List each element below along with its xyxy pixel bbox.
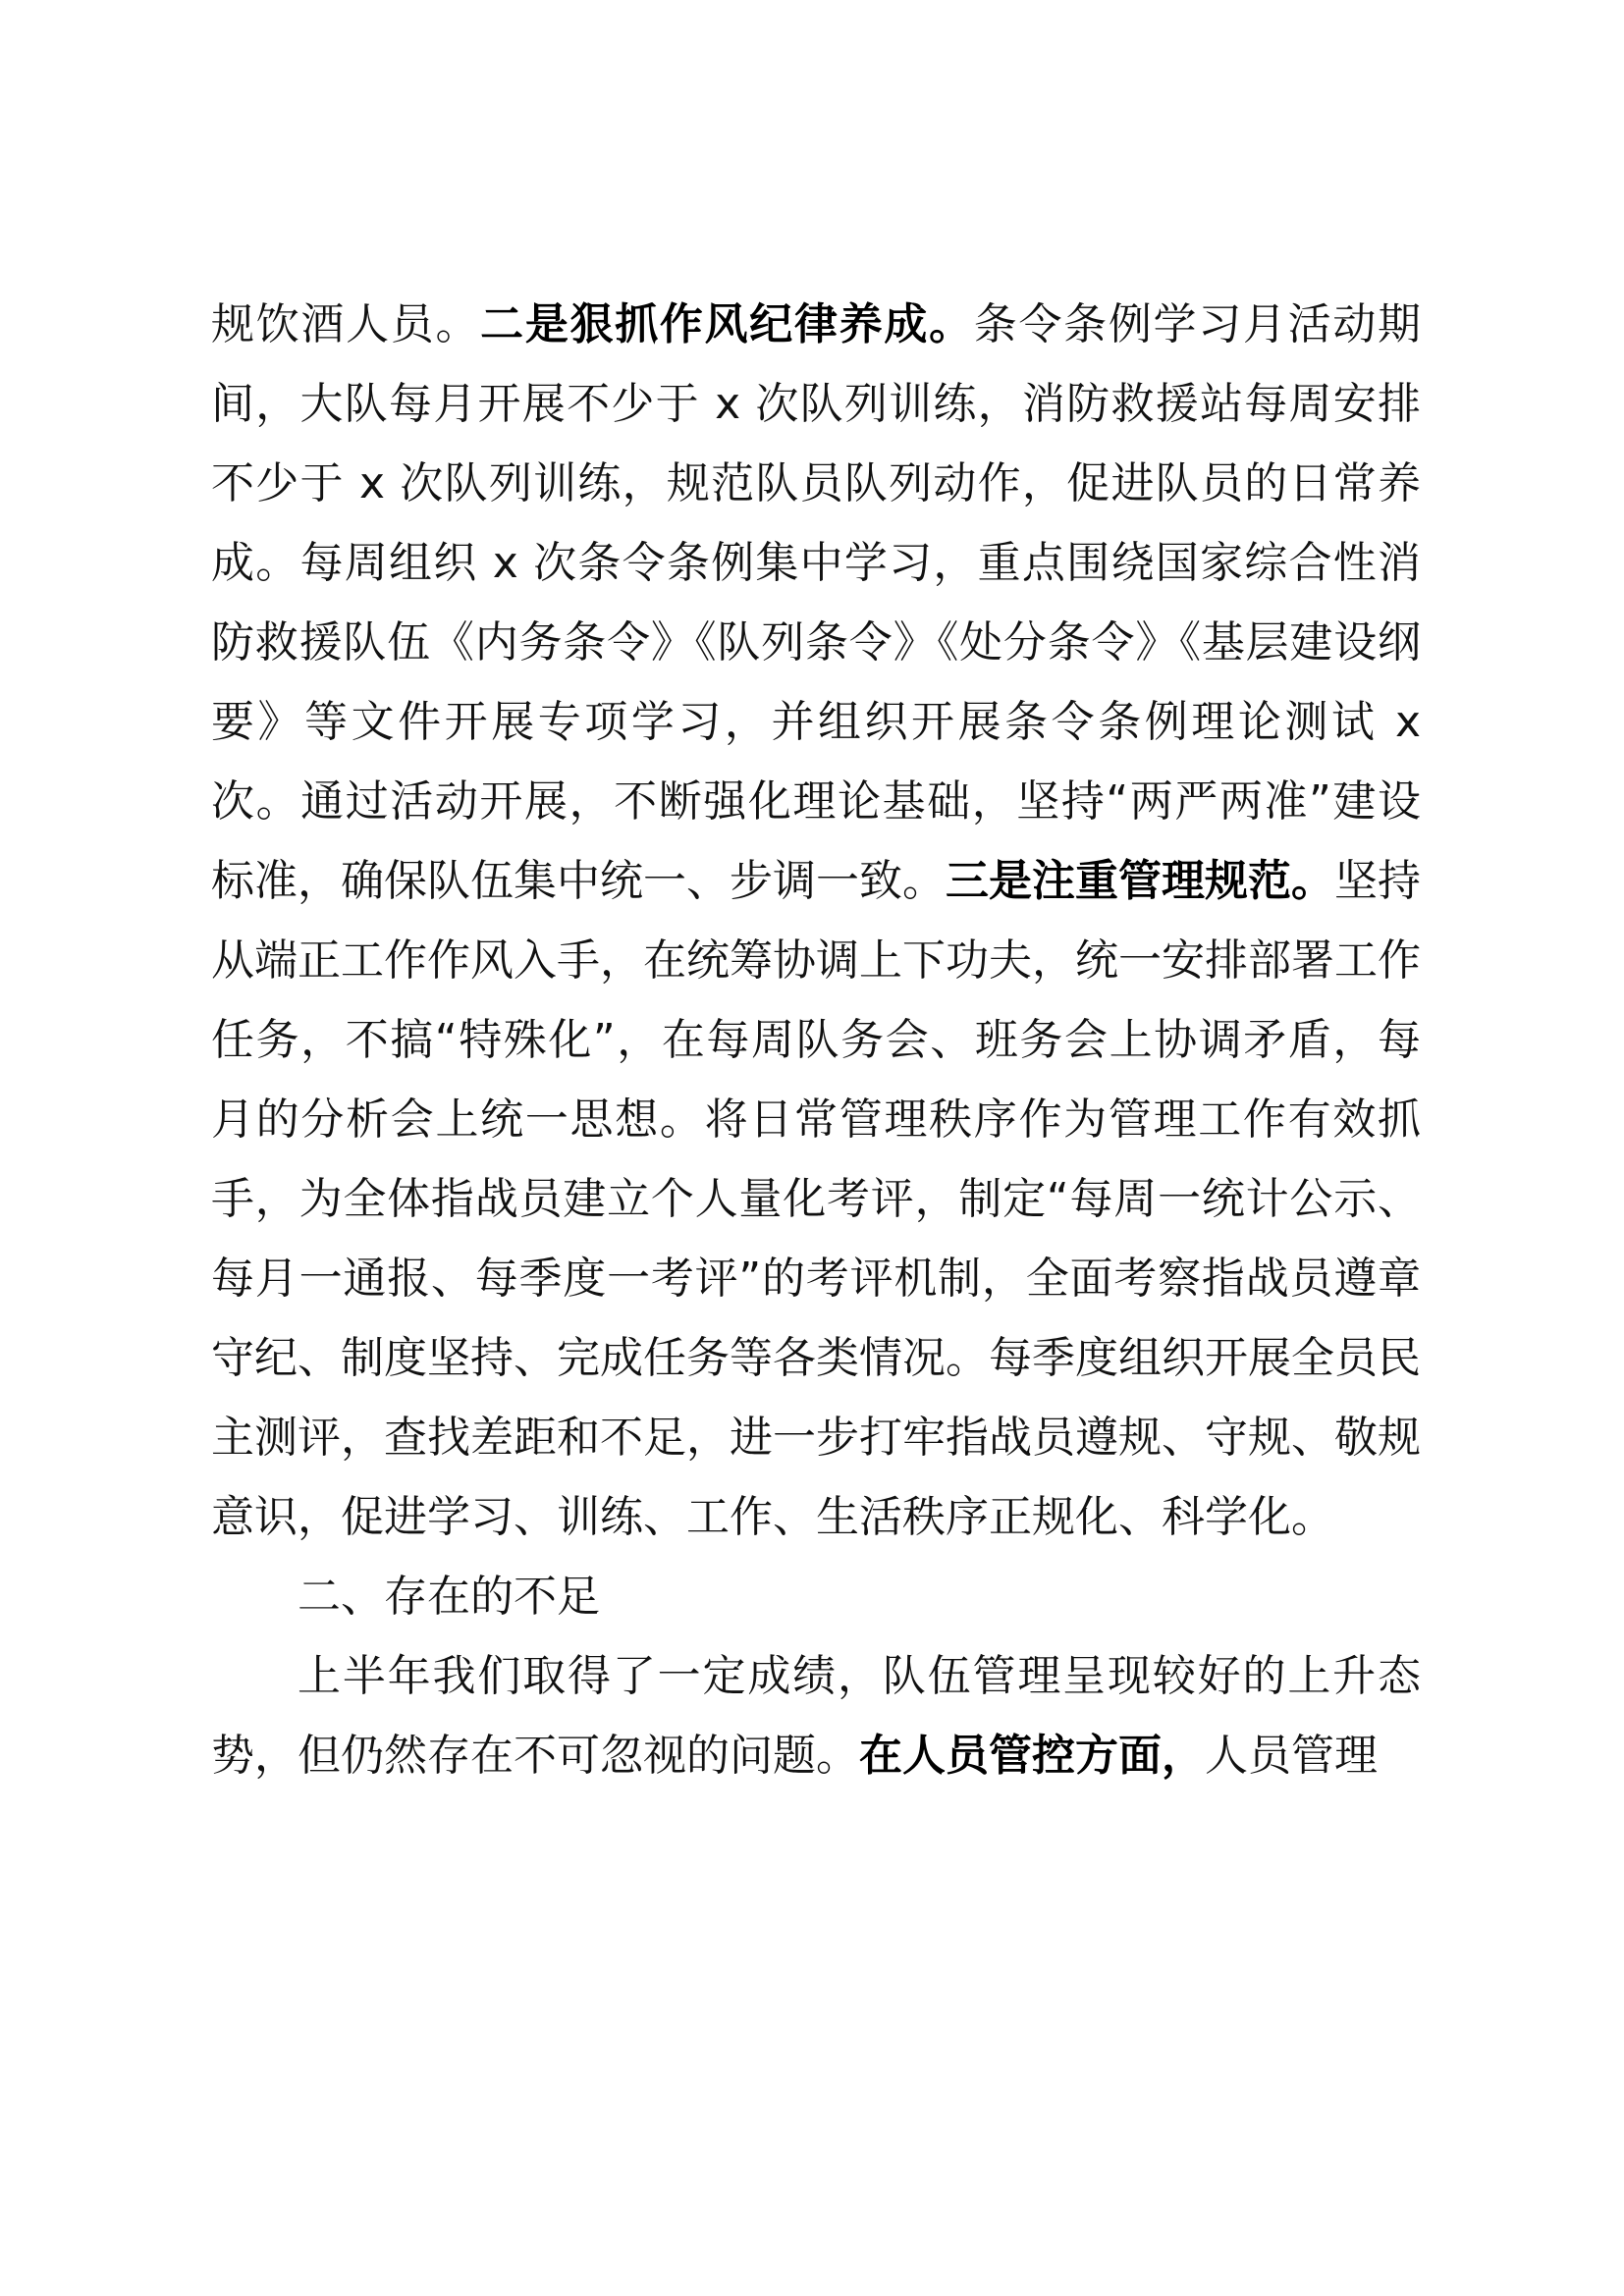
text-run: 规饮酒人员。	[211, 299, 481, 349]
section-heading	[211, 1557, 1421, 1636]
bold-subheading-2: 二是狠抓作风纪律养成。	[480, 299, 974, 349]
text-run: 上半年我们取得了一定成绩，队伍管理呈现较好的上升态势，但仍然存在不可忽视的问题。	[211, 1651, 1421, 1781]
bold-topic-personnel-control: 在人员管控方面，	[859, 1731, 1205, 1781]
document-page	[211, 285, 1421, 1795]
text-run: 条令条例学习月活动期间，大队每月开展不少于 x 次队列训练，消防救援站每周安排不少于 x 次队列训练，规范队员队列动作，促进队员的日常养成。每周组织 x 次条令条例集中学习，重点围绕国家综合性消防救援队伍《内务条令》《队列条令》《处分条令》《基层建设纲要》等文件开展专项学习，并组织开展条令条例理论测试 x 次。通过活动开展，不断强化理论基础，坚持“两严两准”建设标准，确保队伍集中统一、步调一致。	[211, 299, 1422, 906]
bold-subheading-3: 三是注重管理规范。	[946, 856, 1334, 906]
section-heading-text: 二、存在的不足	[298, 1572, 600, 1622]
text-run: 人员管理	[1205, 1731, 1378, 1781]
paragraph-shortcomings	[211, 1636, 1421, 1795]
paragraph-continuation	[211, 285, 1421, 1557]
text-run: 坚持从端正工作作风入手，在统筹协调上下功夫，统一安排部署工作任务，不搞“特殊化”，在每周队务会、班务会上协调矛盾，每月的分析会上统一思想。将日常管理秩序作为管理工作有效抓手，为全体指战员建立个人量化考评，制定“每周一统计公示、每月一通报、每季度一考评”的考评机制，全面考察指战员遵章守纪、制度坚持、完成任务等各类情况。每季度组织开展全员民主测评，查找差距和不足，进一步打牢指战员遵规、守规、敬规意识，促进学习、训练、工作、生活秩序正规化、科学化。	[211, 856, 1421, 1542]
